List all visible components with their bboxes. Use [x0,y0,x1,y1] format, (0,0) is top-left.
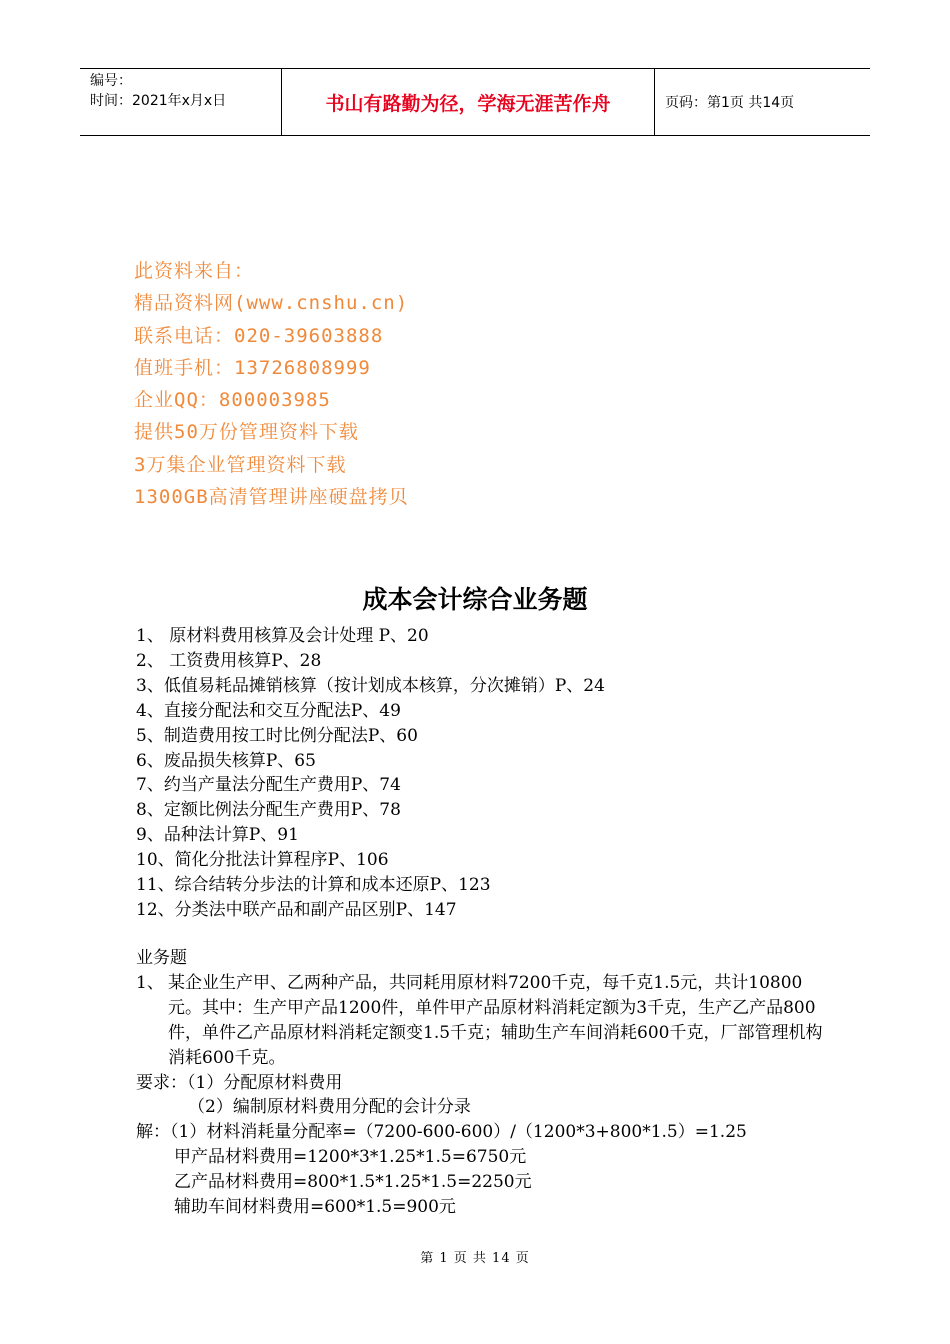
toc-item: 7、约当产量法分配生产费用P、74 [136,775,401,796]
requirement-2: （2）编制原材料费用分配的会计分录 [188,1097,471,1118]
source-line: 企业QQ：800003985 [134,389,331,412]
toc-item: 5、制造费用按工时比例分配法P、60 [136,725,418,746]
toc-item: 10、简化分批法计算程序P、106 [136,850,389,871]
source-line: 值班手机：13726808999 [134,356,371,379]
page-header [80,68,870,136]
section-heading: 业务题 [136,948,187,968]
solution-line-2: 甲产品材料费用=1200*3*1.25*1.5=6750元 [174,1147,527,1168]
toc-item: 6、废品损失核算P、65 [136,750,316,771]
source-line: 3万集企业管理资料下载 [134,453,347,476]
source-line: 精品资料网(www.cnshu.cn) [134,292,409,315]
document-time: 时间：2021年x月x日 [90,93,227,109]
toc-item: 9、品种法计算P、91 [136,825,299,846]
question-number: 1、 [136,972,164,993]
document-number-label: 编号： [90,73,132,89]
source-line: 联系电话：020-39603888 [134,324,384,347]
requirement-1: 要求：（1）分配原材料费用 [136,1072,343,1093]
question-text: 某企业生产甲、乙两种产品，共同耗用原材料7200千克，每千克1.5元，共计10800元。其中：生产甲产品1200件，单件甲产品原材料消耗定额为3千克，生产乙产品800件，单件乙产品原材料消耗定额变1.5千克；辅助生产车间消耗600千克，厂部管理机构消耗600千克。 [168,972,823,1068]
toc-item: 11、综合结转分步法的计算和成本还原P、123 [136,875,491,896]
exercise-section [136,946,826,1220]
toc-item: 8、定额比例法分配生产费用P、78 [136,800,401,821]
solution-line-4: 辅助车间材料费用=600*1.5=900元 [174,1197,456,1218]
toc-item: 3、低值易耗品摊销核算（按计划成本核算，分次摊销）P、24 [136,675,605,696]
solution-line-1: 解：（1）材料消耗量分配率=（7200-600-600）/（1200*3+800*1.5）=1.25 [136,1122,747,1143]
question-1 [136,971,826,1071]
header-meta [80,69,282,135]
solution-line-3: 乙产品材料费用=800*1.5*1.25*1.5=2250元 [174,1172,532,1193]
toc-item: 4、直接分配法和交互分配法P、49 [136,700,401,721]
header-motto: 书山有路勤为径，学海无涯苦作舟 [282,69,655,135]
document-title: 成本会计综合业务题 [362,585,588,614]
toc-item: 1、 原材料费用核算及会计处理 P、20 [136,626,429,646]
source-line: 提供50万份管理资料下载 [134,421,359,444]
page-footer: 第 1 页 共 14 页 [420,1251,530,1266]
source-line: 1300GB高清管理讲座硬盘拷贝 [134,486,409,509]
source-info-block [134,255,409,513]
table-of-contents [136,624,605,923]
toc-item: 2、 工资费用核算P、28 [136,650,322,671]
toc-item: 12、分类法中联产品和副产品区别P、147 [136,899,457,920]
header-page-info: 页码：第1页 共14页 [665,95,795,111]
source-line: 此资料来自： [134,260,255,282]
